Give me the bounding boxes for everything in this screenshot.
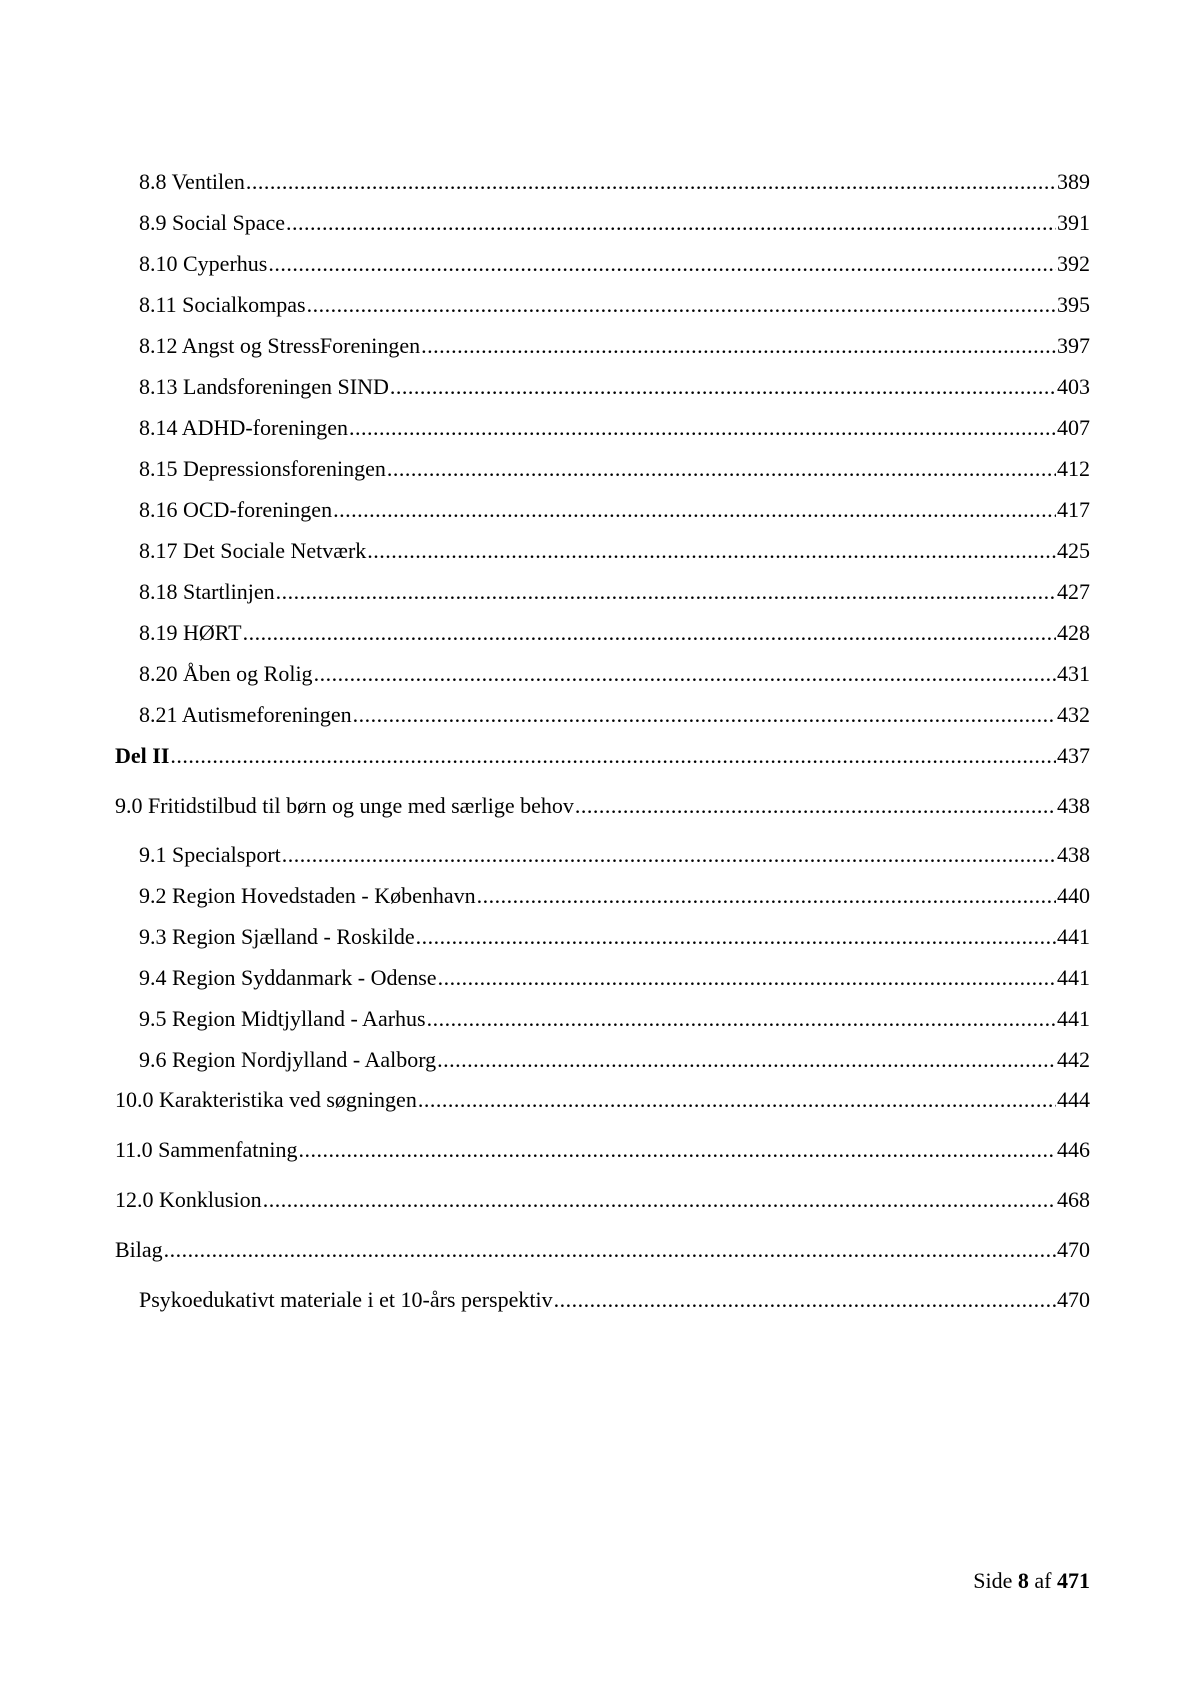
toc-leader-dots	[263, 1186, 1056, 1214]
toc-leader-dots	[246, 168, 1056, 196]
toc-entry[interactable]	[139, 209, 1090, 237]
footer-current-page: 8	[1017, 1568, 1029, 1593]
toc-entry-title: 10.0 Karakteristika ved søgningen	[115, 1087, 417, 1112]
toc-entry-page: 441	[1057, 965, 1090, 990]
toc-entry-title: 8.17 Det Sociale Netværk	[139, 538, 367, 563]
toc-leader-dots	[554, 1286, 1056, 1314]
toc-entry-page: 440	[1057, 883, 1090, 908]
toc-entry-page: 446	[1057, 1137, 1090, 1162]
toc-leader-dots	[416, 923, 1056, 951]
toc-entry-page: 441	[1057, 1006, 1090, 1031]
toc-entry-page: 438	[1057, 842, 1090, 867]
toc-entry[interactable]	[139, 660, 1090, 688]
toc-leader-dots	[438, 964, 1056, 992]
toc-entry[interactable]	[139, 923, 1090, 951]
toc-entry[interactable]	[139, 619, 1090, 647]
toc-entry-page: 407	[1057, 415, 1090, 440]
footer-total-pages: 471	[1057, 1568, 1090, 1593]
toc-entry-title: 8.15 Depressionsforeningen	[139, 456, 386, 481]
toc-entry[interactable]	[139, 250, 1090, 278]
toc-leader-dots	[575, 792, 1056, 820]
toc-entry-title: 9.1 Specialsport	[139, 842, 281, 867]
toc-entry[interactable]	[139, 455, 1090, 483]
toc-leader-dots	[307, 291, 1056, 319]
toc-leader-dots	[427, 1005, 1056, 1033]
toc-entry-page: 468	[1057, 1187, 1090, 1212]
toc-entry-page: 470	[1057, 1237, 1090, 1262]
toc-entry-title: 9.0 Fritidstilbud til børn og unge med særlige behov	[115, 793, 574, 818]
toc-entry-title: 8.10 Cyperhus	[139, 251, 268, 276]
toc-entry-page: 417	[1057, 497, 1090, 522]
toc-leader-dots	[349, 414, 1056, 442]
toc-entry[interactable]	[139, 1046, 1090, 1074]
toc-entry-page: 403	[1057, 374, 1090, 399]
toc-leader-dots	[390, 373, 1056, 401]
toc-entry[interactable]	[139, 701, 1090, 729]
toc-entry-title: 9.3 Region Sjælland - Roskilde	[139, 924, 415, 949]
toc-entry[interactable]	[139, 537, 1090, 565]
toc-entry-page: 442	[1057, 1047, 1090, 1072]
toc-entry[interactable]	[139, 1286, 1090, 1314]
toc-leader-dots	[387, 455, 1056, 483]
toc-entry[interactable]	[115, 1086, 1090, 1114]
toc-leader-dots	[437, 1046, 1056, 1074]
footer-middle: af	[1034, 1568, 1052, 1593]
toc-entry-page: 397	[1057, 333, 1090, 358]
toc-entry[interactable]	[115, 792, 1090, 820]
toc-leader-dots	[421, 332, 1056, 360]
page-footer	[973, 1567, 1090, 1595]
toc-leader-dots	[286, 209, 1056, 237]
toc-entry-page: 392	[1057, 251, 1090, 276]
toc-entry[interactable]	[139, 882, 1090, 910]
toc-leader-dots	[299, 1136, 1057, 1164]
toc-entry[interactable]	[139, 332, 1090, 360]
toc-entry-title: 8.21 Autismeforeningen	[139, 702, 352, 727]
toc-entry-title: 8.19 HØRT	[139, 620, 242, 645]
toc-entry-title: 8.18 Startlinjen	[139, 579, 275, 604]
toc-entry[interactable]	[139, 291, 1090, 319]
toc-entry[interactable]	[139, 414, 1090, 442]
toc-entry[interactable]	[115, 1186, 1090, 1214]
toc-entry-page: 427	[1057, 579, 1090, 604]
toc-leader-dots	[243, 619, 1056, 647]
toc-entry-page: 425	[1057, 538, 1090, 563]
toc-leader-dots	[276, 578, 1056, 606]
toc-entry[interactable]	[115, 1136, 1090, 1164]
toc-entry-title: 8.12 Angst og StressForeningen	[139, 333, 421, 358]
toc-entry-page: 444	[1057, 1087, 1090, 1112]
toc-entry-page: 428	[1057, 620, 1090, 645]
toc-leader-dots	[314, 660, 1056, 688]
toc-leader-dots	[164, 1236, 1056, 1264]
toc-entry-page: 441	[1057, 924, 1090, 949]
toc-entry-title: 8.14 ADHD-foreningen	[139, 415, 348, 440]
toc-entry-page: 438	[1057, 793, 1090, 818]
toc-entry-title: Del II	[115, 743, 170, 768]
toc-entry-title: 8.8 Ventilen	[139, 169, 245, 194]
toc-entry[interactable]	[115, 1236, 1090, 1264]
toc-entry-page: 391	[1057, 210, 1090, 235]
toc-entry-title: 8.13 Landsforeningen SIND	[139, 374, 389, 399]
toc-leader-dots	[333, 496, 1056, 524]
toc-entry-title: 8.9 Social Space	[139, 210, 286, 235]
toc-entry-page: 437	[1057, 743, 1090, 768]
toc-entry[interactable]	[139, 496, 1090, 524]
toc-entry[interactable]	[139, 841, 1090, 869]
toc-entry-title: 9.6 Region Nordjylland - Aalborg	[139, 1047, 437, 1072]
toc-entry-title: 12.0 Konklusion	[115, 1187, 262, 1212]
toc-leader-dots	[268, 250, 1056, 278]
toc-entry-title: 11.0 Sammenfatning	[115, 1137, 298, 1162]
toc-entry-title: Psykoedukativt materiale i et 10-års perspektiv	[139, 1287, 553, 1312]
toc-entry-page: 431	[1057, 661, 1090, 686]
toc-entry-page: 470	[1057, 1287, 1090, 1312]
toc-entry-title: 8.11 Socialkompas	[139, 292, 306, 317]
toc-leader-dots	[418, 1086, 1056, 1114]
toc-leader-dots	[367, 537, 1056, 565]
toc-entry[interactable]	[139, 373, 1090, 401]
toc-entry-title: 8.16 OCD-foreningen	[139, 497, 333, 522]
toc-entry[interactable]	[139, 168, 1090, 196]
toc-entry[interactable]	[139, 1005, 1090, 1033]
toc-entry-page: 395	[1057, 292, 1090, 317]
footer-prefix: Side	[973, 1568, 1013, 1593]
toc-leader-dots	[353, 701, 1056, 729]
toc-entry-title: 8.20 Åben og Rolig	[139, 661, 313, 686]
toc-entry-title: 9.4 Region Syddanmark - Odense	[139, 965, 437, 990]
toc-entry-page: 389	[1057, 169, 1090, 194]
toc-leader-dots	[282, 841, 1056, 869]
toc-leader-dots	[477, 882, 1056, 910]
toc-entry-title: 9.5 Region Midtjylland - Aarhus	[139, 1006, 426, 1031]
toc-leader-dots	[170, 742, 1056, 770]
toc-entry[interactable]	[115, 742, 1090, 770]
toc-entry-page: 412	[1057, 456, 1090, 481]
toc-entry[interactable]	[139, 964, 1090, 992]
toc-entry-title: Bilag	[115, 1237, 163, 1262]
toc-entry-page: 432	[1057, 702, 1090, 727]
toc-entry[interactable]	[139, 578, 1090, 606]
toc-entry-title: 9.2 Region Hovedstaden - København	[139, 883, 476, 908]
